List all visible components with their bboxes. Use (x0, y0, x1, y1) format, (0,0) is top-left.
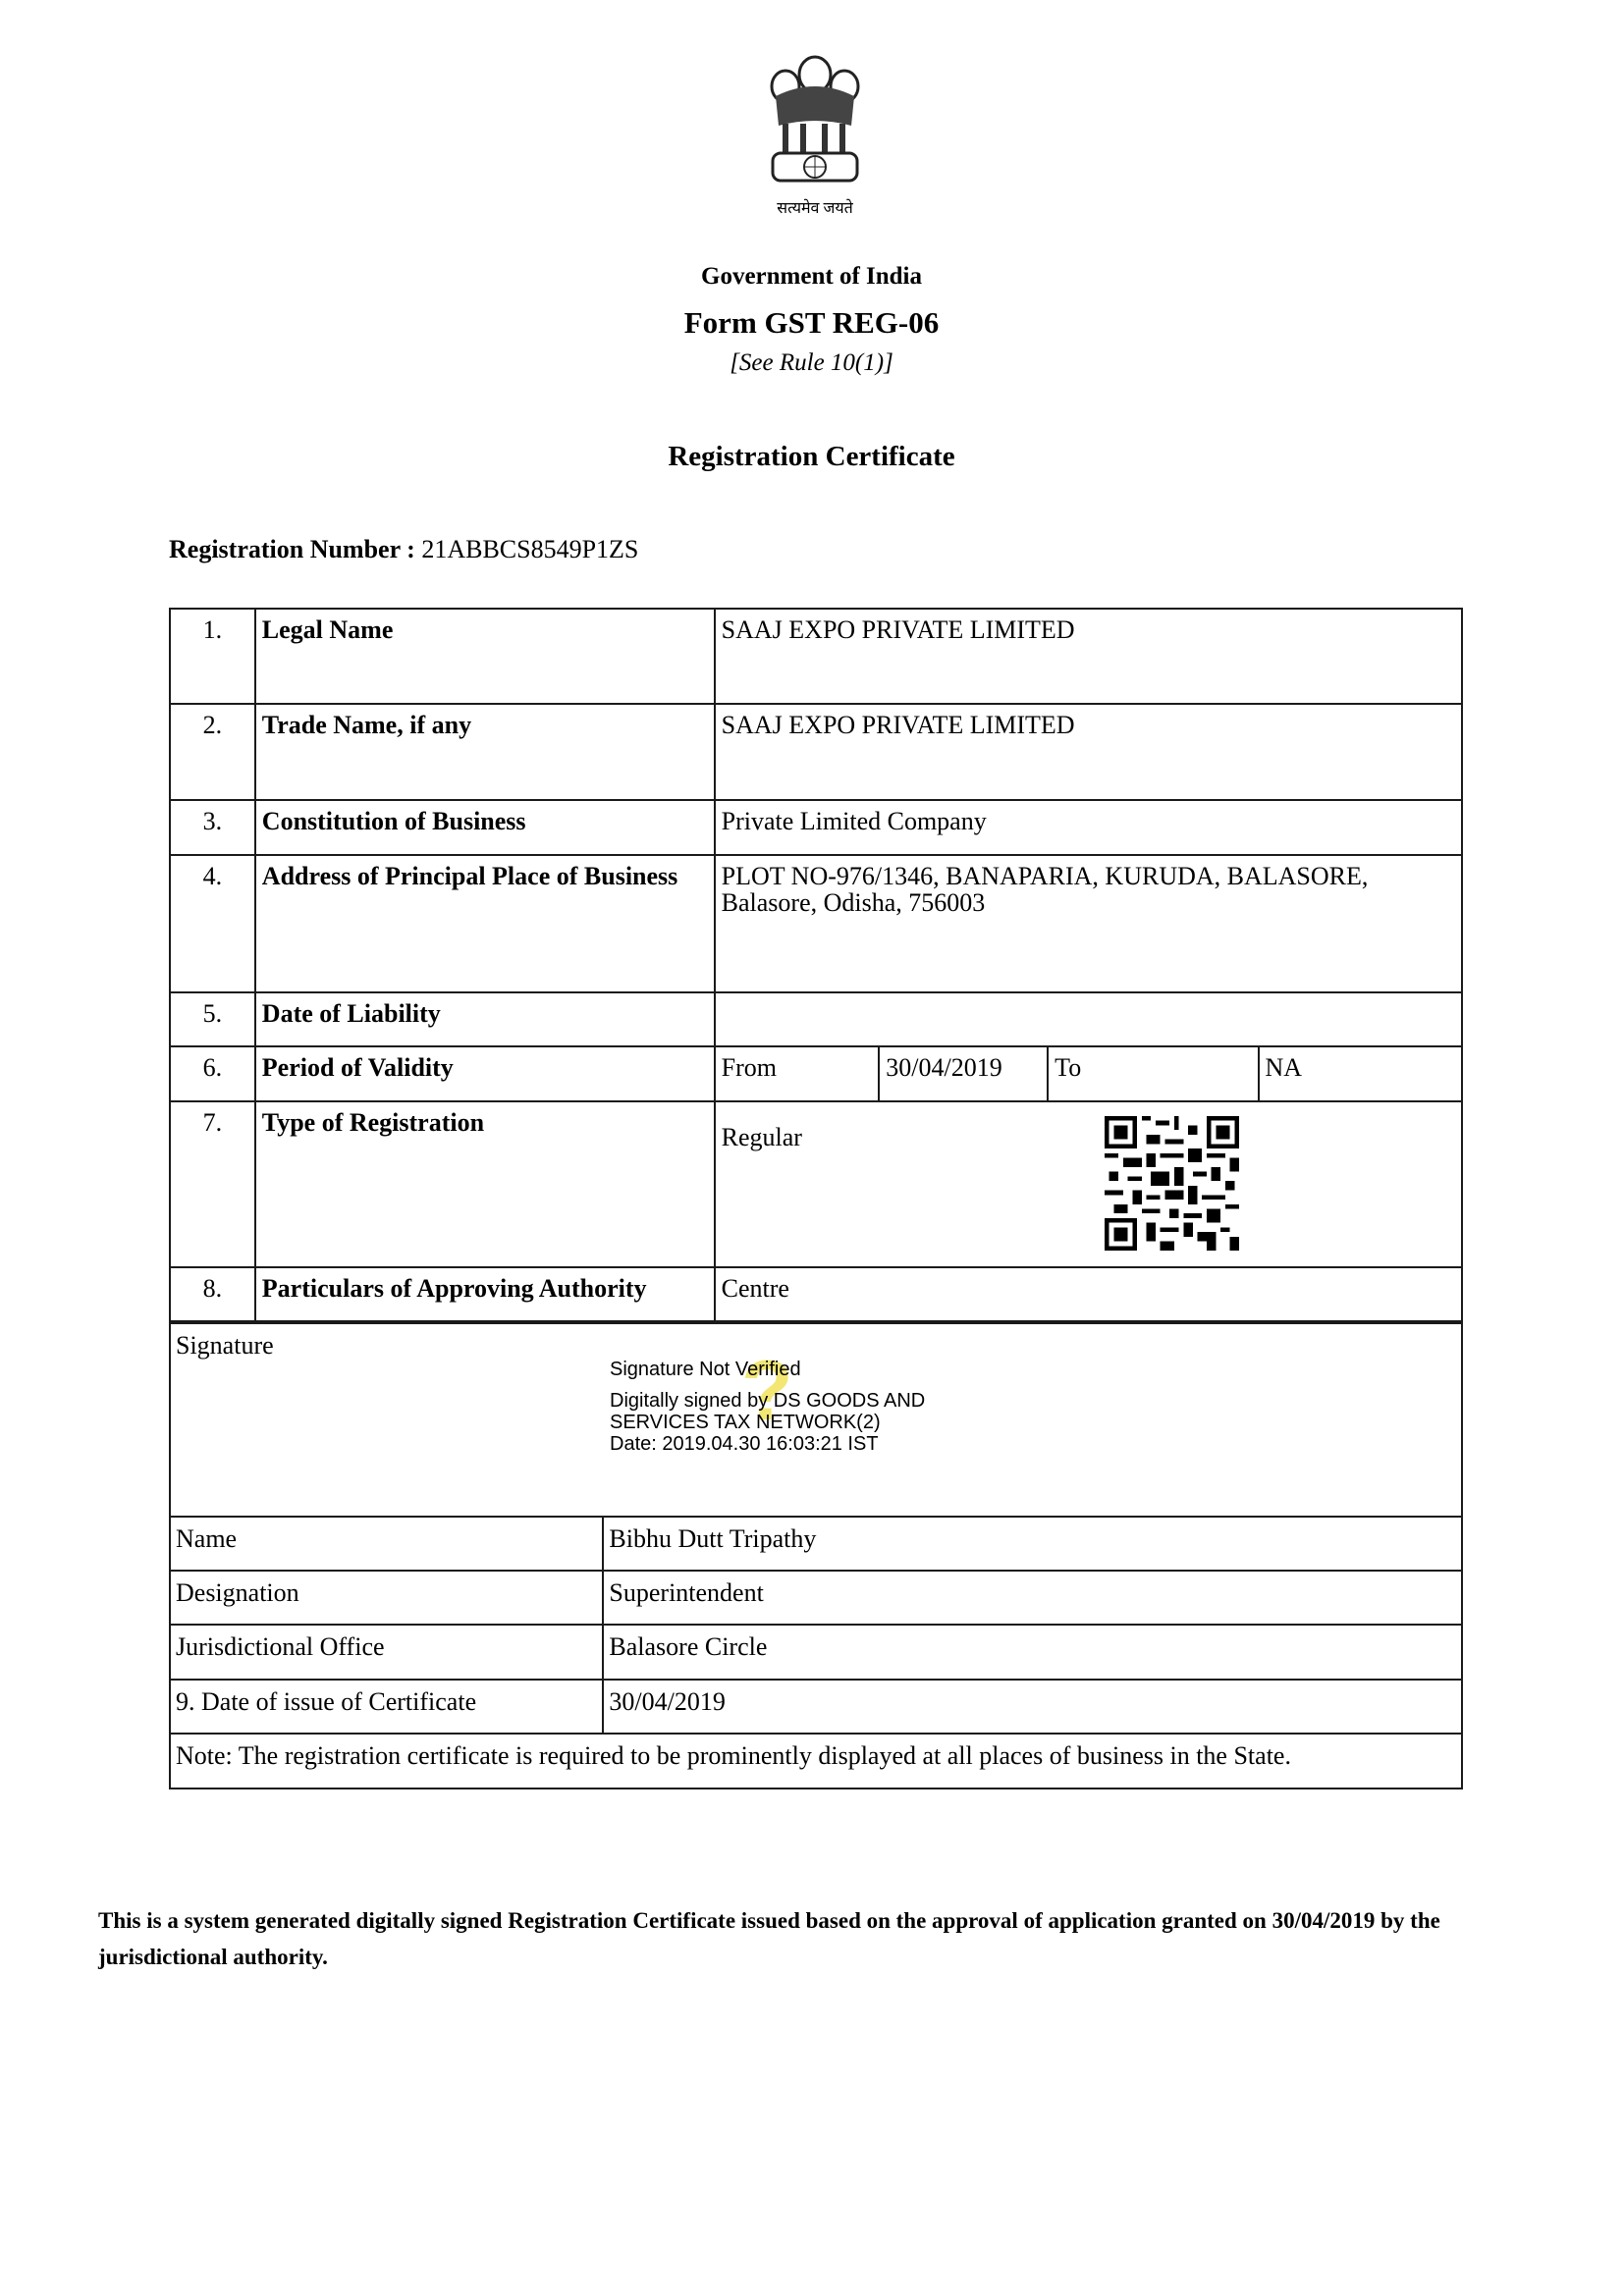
registration-type-cell (715, 1101, 1462, 1267)
signature-status: Signature Not Verified (610, 1359, 801, 1380)
table-row-address (170, 855, 1462, 992)
rule-reference: [See Rule 10(1)] (730, 349, 893, 376)
row-label: Date of Liability (255, 992, 715, 1046)
row-label: Particulars of Approving Authority (255, 1267, 715, 1321)
table-row-period-of-validity (170, 1046, 1462, 1101)
table-row-legal-name (170, 609, 1462, 704)
certificate-title: Registration Certificate (668, 441, 955, 472)
validity-from-label: From (715, 1046, 880, 1101)
form-title: Form GST REG-06 (683, 305, 940, 340)
officer-name-value: Bibhu Dutt Tripathy (603, 1517, 1462, 1571)
row-label: Legal Name (255, 609, 715, 704)
jurisdictional-office-value: Balasore Circle (603, 1625, 1462, 1680)
table-row (170, 1625, 1462, 1680)
row-number: 6. (170, 1046, 255, 1101)
system-generated-notice: This is a system generated digitally signed Registration Certificate issued based on the approval of application granted on 30/04/2019 by the jurisdictional authority. (98, 1908, 1440, 1969)
signed-by-line-1: Digitally signed by DS GOODS AND (610, 1390, 926, 1412)
row-number: 1. (170, 609, 255, 704)
validity-to-label: To (1048, 1046, 1258, 1101)
digital-signature-block[interactable] (610, 1359, 925, 1455)
row-number: 3. (170, 800, 255, 855)
table-row-date-of-liability (170, 992, 1462, 1046)
row-number: 8. (170, 1267, 255, 1321)
row-number: 5. (170, 992, 255, 1046)
row-number: 2. (170, 704, 255, 800)
officer-name-label: Name (170, 1517, 603, 1571)
emblem-motto: सत्यमेव जयते (777, 200, 853, 217)
validity-from-value: 30/04/2019 (879, 1046, 1048, 1101)
table-row-approving-authority (170, 1267, 1462, 1321)
address-value: PLOT NO-976/1346, BANAPARIA, KURUDA, BALASORE, Balasore, Odisha, 756003 (715, 855, 1462, 992)
signature-unverified-icon: ? (741, 1344, 793, 1438)
row-label: Type of Registration (255, 1101, 715, 1267)
display-note: Note: The registration certificate is required to be prominently displayed at all places of business in the State. (170, 1734, 1462, 1789)
row-label: Address of Principal Place of Business (255, 855, 715, 992)
signature-label: Signature (176, 1331, 274, 1360)
approving-authority-value: Centre (715, 1267, 1462, 1321)
signed-by-line-2: SERVICES TAX NETWORK(2) (610, 1412, 881, 1433)
jurisdictional-office-label: Jurisdictional Office (170, 1625, 603, 1680)
table-row (170, 1680, 1462, 1734)
table-row-type-of-registration (170, 1101, 1462, 1267)
validity-to-value: NA (1259, 1046, 1462, 1101)
designation-value: Superintendent (603, 1571, 1462, 1625)
date-of-issue-value: 30/04/2019 (603, 1680, 1462, 1734)
registration-number (169, 535, 638, 564)
date-of-liability-value (715, 992, 1462, 1046)
note-row (170, 1734, 1462, 1789)
row-number: 4. (170, 855, 255, 992)
table-row (170, 1571, 1462, 1625)
table-row-trade-name (170, 704, 1462, 800)
registration-number-label: Registration Number : (169, 535, 415, 563)
legal-name-value: SAAJ EXPO PRIVATE LIMITED (715, 609, 1462, 704)
table-row-constitution (170, 800, 1462, 855)
date-of-issue-label: 9. Date of issue of Certificate (170, 1680, 603, 1734)
government-heading: Government of India (701, 263, 922, 290)
row-label: Constitution of Business (255, 800, 715, 855)
lion-capital-icon (761, 47, 869, 189)
row-label: Period of Validity (255, 1046, 715, 1101)
table-row (170, 1517, 1462, 1571)
qr-code-icon (1105, 1116, 1239, 1251)
designation-label: Designation (170, 1571, 603, 1625)
signature-date: Date: 2019.04.30 16:03:21 IST (610, 1433, 879, 1455)
row-number: 7. (170, 1101, 255, 1267)
row-label: Trade Name, if any (255, 704, 715, 800)
constitution-value: Private Limited Company (715, 800, 1462, 855)
national-emblem (761, 47, 869, 217)
registration-type-value: Regular (721, 1123, 802, 1151)
trade-name-value: SAAJ EXPO PRIVATE LIMITED (715, 704, 1462, 800)
registration-details-table (169, 608, 1463, 1322)
registration-number-value: 21ABBCS8549P1ZS (421, 535, 639, 563)
